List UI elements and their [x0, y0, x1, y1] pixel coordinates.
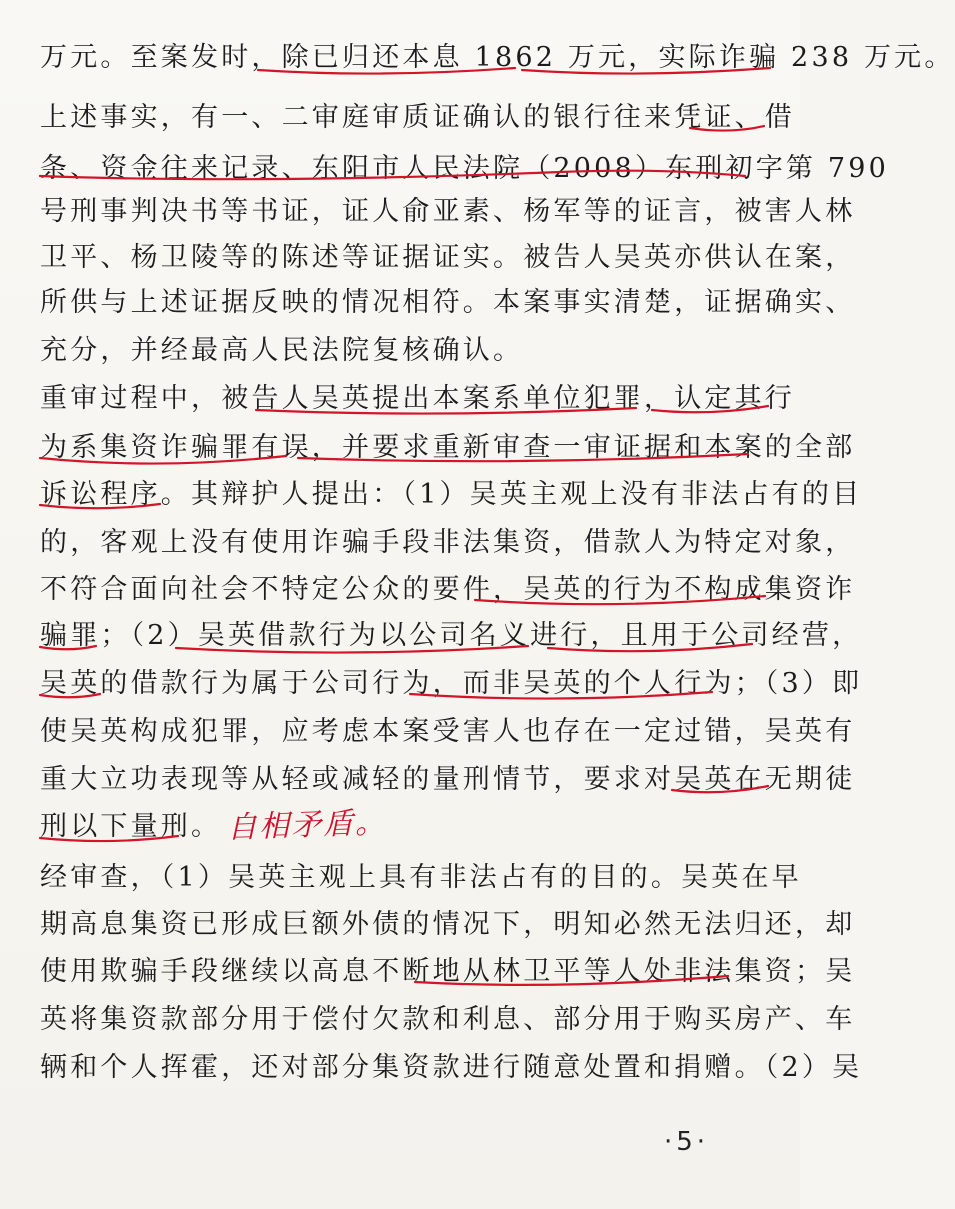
text-line-17 — [40, 806, 387, 847]
text-line-15: 使吴英构成犯罪，应考虑本案受害人也存在一定过错，吴英有 — [40, 716, 856, 747]
text-line-21: 英将集资款部分用于偿付欠款和利息、部分用于购买房产、车 — [40, 1004, 856, 1035]
text-line-7: 充分，并经最高人民法院复核确认。 — [40, 335, 524, 366]
text-line-5: 卫平、杨卫陵等的陈述等证据证实。被告人吴英亦供认在案， — [40, 242, 856, 273]
text-line-14: 吴英的借款行为属于公司行为，而非吴英的个人行为；（3）即 — [40, 668, 863, 699]
text-line-12: 不符合面向社会不特定公众的要件，吴英的行为不构成集资诈 — [40, 574, 856, 605]
page-number: ·5· — [664, 1127, 710, 1157]
text-line-10: 诉讼程序。其辩护人提出：（1）吴英主观上没有非法占有的目 — [40, 479, 863, 510]
text-line-18: 经审查，（1）吴英主观上具有非法占有的目的。吴英在早 — [40, 862, 802, 893]
text-line-16: 重大立功表现等从轻或减轻的量刑情节，要求对吴英在无期徒 — [40, 764, 856, 795]
text-line-17-content: 刑以下量刑。 — [40, 811, 222, 842]
text-line-8: 重审过程中，被告人吴英提出本案系单位犯罪，认定其行 — [40, 383, 795, 414]
text-line-22: 辆和个人挥霍，还对部分集资款进行随意处置和捐赠。（2）吴 — [40, 1052, 863, 1083]
text-line-11: 的，客观上没有使用诈骗手段非法集资，借款人为特定对象， — [40, 527, 856, 558]
text-line-13: 骗罪；（2）吴英借款行为以公司名义进行，且用于公司经营， — [40, 620, 863, 651]
text-line-4: 号刑事判决书等书证，证人俞亚素、杨军等的证言，被害人林 — [40, 196, 856, 227]
text-line-9: 为系集资诈骗罪有误，并要求重新审查一审证据和本案的全部 — [40, 432, 856, 463]
handwritten-annotation: 自相矛盾。 — [226, 805, 388, 846]
text-line-3: 条、资金往来记录、东阳市人民法院（2008）东刑初字第 790 — [40, 153, 890, 184]
text-line-20: 使用欺骗手段继续以高息不断地从林卫平等人处非法集资；吴 — [40, 956, 856, 987]
text-line-1: 万元。至案发时，除已归还本息 1862 万元，实际诈骗 238 万元。 — [40, 42, 955, 73]
text-line-2: 上述事实，有一、二审庭审质证确认的银行往来凭证、借 — [40, 102, 795, 133]
text-line-19: 期高息集资已形成巨额外债的情况下，明知必然无法归还，却 — [40, 909, 856, 940]
text-line-6: 所供与上述证据反映的情况相符。本案事实清楚，证据确实、 — [40, 287, 856, 318]
